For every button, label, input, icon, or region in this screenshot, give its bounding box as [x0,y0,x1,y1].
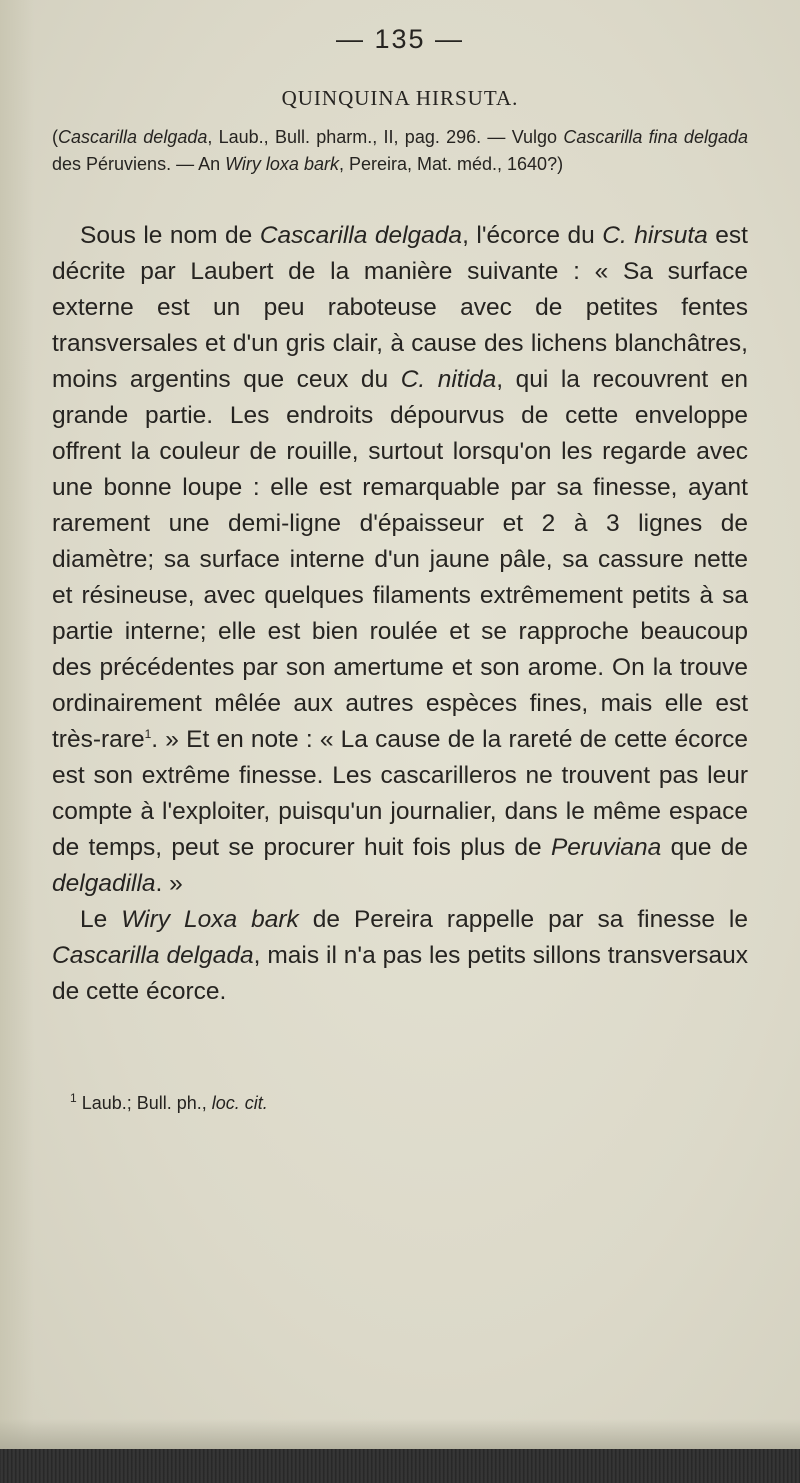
synonym-reference: des Péruviens. — An [52,154,226,174]
synonym-reference: , Laub., Bull. pharm., II, pag. 296. — Vulgo [207,127,564,147]
footnote-number: 1 [70,1091,77,1105]
text-run: , mais il n'a pas les petits sillons transversaux de cette écorce. [52,942,748,1005]
text-run: de Pereira rappelle par sa finesse le [298,906,748,933]
footnote-marker: 1 [144,726,152,741]
synonym-name: Wiry loxa bark [225,154,339,174]
paragraph-1 [52,218,748,902]
species-name: C. hirsuta [602,222,708,249]
footnote-text: Laub.; Bull. ph., [76,1093,212,1113]
text-run: est décrite par Laubert de la manière suivante : « Sa surface externe est un peu raboteuse avec de petites fentes transversales et d'un gris clair, à cause des lichens blanchâtres, moins argentins que ceux du [52,222,748,393]
text-run: que de [661,834,748,861]
species-name: Cascarilla delgada [52,942,254,969]
text-run: Sous le nom de [80,222,260,249]
footnote [70,1093,730,1114]
species-name: Wiry Loxa bark [121,906,299,933]
synonymy-open: ( [52,127,58,147]
species-name: C. nitida [400,366,497,393]
scan-edge-shadow [0,1419,800,1449]
species-name: Cascarilla delgada [259,222,463,249]
synonym-name: Cascarilla fina delgada [563,127,748,147]
species-name: Peruviana [550,834,662,861]
text-run: . » Et en note : « La cause de la rareté de cette écorce est son extrême finesse. Les cascarilleros ne trouvent pas leur compte à l'exploiter, puisqu'un journalier, dans le même espace de temps, peut se procurer huit fois plus de [52,726,748,861]
text-run: . » [155,870,183,897]
species-name: delgadilla [52,870,156,897]
synonym-reference: , Pereira, Mat. méd., 1640?) [338,154,564,174]
body-text [52,218,748,1010]
text-run: , qui la recouvrent en grande partie. Les endroits dépourvus de cette enveloppe offrent la couleur de rouille, surtout lorsqu'on les regarde avec une bonne loupe : elle est remarquable par sa finesse, ayant rarement une demi-ligne d'épaisseur et 2 à 3 lignes de diamètre; sa surface interne d'un jaune pâle, sa cassure nette et résineuse, avec quelques filaments extrêmement petits à sa partie interne; elle est bien roulée et se rapproche beaucoup des précédentes par son amertume et son arome. On la trouve ordinairement mêlée aux autres espèces fines, mais elle est très-rare [52,366,748,753]
paragraph-2 [52,902,748,1010]
scan-bottom-edge [0,1449,800,1483]
section-heading: QUINQUINA HIRSUTA. [281,86,519,110]
gutter-shadow [0,0,34,1483]
synonym-name: Cascarilla delgada [58,127,208,147]
text-run: , l'écorce du [462,222,603,249]
page-number: — 135 — [335,24,465,54]
footnote-citation: loc. cit. [211,1093,268,1113]
text-run: Le [80,906,122,933]
synonymy-note [52,124,748,178]
